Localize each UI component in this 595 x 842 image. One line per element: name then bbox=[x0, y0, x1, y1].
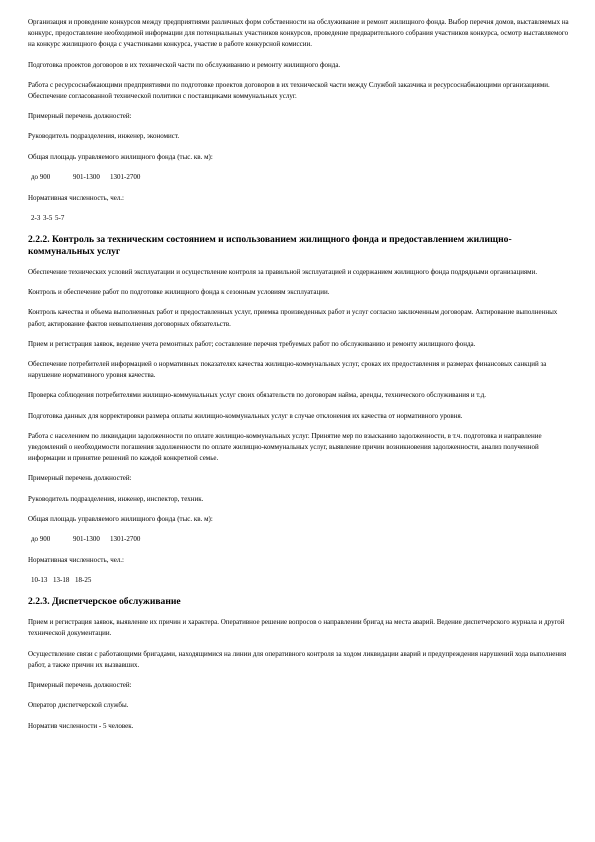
section-dispatch bbox=[28, 596, 569, 731]
area-value: 901-1300 bbox=[73, 535, 100, 544]
section-title: 2.2.3. Диспетчерское обслуживание bbox=[28, 596, 181, 608]
paragraph: Прием и регистрация заявок, выявление их причин и характера. Оперативное решение вопросов о направлении бригад на места аварий. Ведение диспетчерского журнала и другой технической документации. bbox=[28, 618, 565, 638]
paragraph: Обеспечение потребителей информацией о нормативных показателях качества жилищно-коммунальных услуг, сроках их предоставления и размерах финансовых санкций за нарушение нормативного уровня качества. bbox=[28, 360, 547, 380]
paragraph: Работа с ресурсоснабжающими предприятиями по подготовке проектов договоров в их технической части между Службой заказчика и ресурсоснабжающими организациями. Обеспечение согласованной технической политики с поставщиками коммунальных услуг. bbox=[28, 80, 550, 101]
staff-heading: Примерный перечень должностей: bbox=[28, 681, 132, 690]
area-label: Общая площадь управляемого жилищного фонда (тыс. кв. м): bbox=[28, 514, 213, 523]
paragraph: Обеспечение технических условий эксплуатации и осуществление контроля за правильной эксплуатацией и содержанием жилищного фонда подрядными организациями. bbox=[28, 268, 538, 277]
headcount-value: 13-18 bbox=[53, 576, 70, 585]
staff-heading: Примерный перечень должностей: bbox=[28, 112, 132, 121]
section-control bbox=[28, 234, 569, 586]
area-value: 901-1300 bbox=[73, 172, 100, 181]
headcount-value: 5-7 bbox=[55, 214, 65, 223]
paragraph: Подготовка данных для корректировки размера оплаты жилищно-коммунальных услуг в случае отклонения их качества от нормативного уровня. bbox=[28, 411, 463, 420]
paragraph: Проверка соблюдения потребителями жилищно-коммунальных услуг своих обязательств по договорам найма, аренды, технического обслуживания и т.д. bbox=[28, 391, 487, 400]
headcount-values-row bbox=[28, 575, 569, 586]
area-value: до 900 bbox=[31, 172, 51, 181]
paragraph: Осуществление связи с работающими бригадами, находящимися на линии для оперативного контроля за ходом ликвидации аварий и предупреждения нарушений хода выполнения работ, а также причин их вызвавших. bbox=[28, 649, 567, 669]
headcount-value: 2-3 bbox=[31, 214, 41, 223]
headcount-values-row bbox=[28, 213, 569, 224]
staff-list: Руководитель подразделения, инженер, инспектор, техник. bbox=[28, 494, 204, 503]
headcount-value: 3-5 bbox=[43, 214, 53, 223]
area-values-row bbox=[28, 534, 569, 545]
staff-list: Руководитель подразделения, инженер, экономист. bbox=[28, 132, 180, 141]
area-values-row bbox=[28, 172, 569, 183]
paragraph: Контроль и обеспечение работ по подготовке жилищного фонда к сезонным условиям эксплуатации. bbox=[28, 288, 330, 297]
area-value: до 900 bbox=[31, 535, 51, 544]
staff-heading: Примерный перечень должностей: bbox=[28, 474, 132, 483]
headcount-value: 10-13 bbox=[31, 576, 48, 585]
staff-list: Оператор диспетчерской службы. bbox=[28, 701, 129, 710]
paragraph: Подготовка проектов договоров в их технической части по обслуживанию и ремонту жилищного фонда. bbox=[28, 60, 341, 69]
paragraph: Работа с населением по ликвидации задолженности по оплате жилищно-коммунальных услуг. Принятие мер по взысканию задолженности, в т.ч. подготовка и направление уведомлений о необходимости погашения задолженности по оплате жилищно-коммунальных услуг, выявление причин возникновения задолженности, анализ полученной информации и принятие решений по каждой конкретной семье. bbox=[28, 431, 542, 463]
area-label: Общая площадь управляемого жилищного фонда (тыс. кв. м): bbox=[28, 152, 213, 161]
staffing-norm: Норматив численности - 5 человек. bbox=[28, 721, 134, 730]
paragraph: Прием и регистрация заявок, ведение учета ремонтных работ; составление перечня требуемых работ по обслуживанию и ремонту жилищного фонда. bbox=[28, 339, 476, 348]
area-value: 1301-2700 bbox=[110, 535, 141, 544]
section-intro bbox=[28, 17, 569, 224]
headcount-value: 18-25 bbox=[75, 576, 92, 585]
area-value: 1301-2700 bbox=[110, 172, 141, 181]
paragraph: Контроль качества и объема выполненных работ и предоставленных услуг, приемка произведенных работ и услуг согласно заключенным договорам. Актирование выполненных работ, актирование фактов невыполнения договорных обязательств. bbox=[28, 308, 558, 328]
paragraph: Организация и проведение конкурсов между предприятиями различных форм собственности на обслуживание и ремонт жилищного фонда. Выбор перечня домов, выставляемых на конкурс, предоставление необходимой информации для потенциальных участников конкурсов, проведение предварительного собрания участников конкурса, осмотр выставляемого на конкурс жилищного фонда с участниками конкурса, участие в работе конкурсной комиссии. bbox=[28, 18, 569, 49]
headcount-label: Нормативная численность, чел.: bbox=[28, 193, 125, 202]
headcount-label: Нормативная численность, чел.: bbox=[28, 556, 125, 565]
section-title: 2.2.2. Контроль за техническим состоянием и использованием жилищного фонда и предоставлением жилищно-коммунальных услуг bbox=[28, 234, 512, 258]
